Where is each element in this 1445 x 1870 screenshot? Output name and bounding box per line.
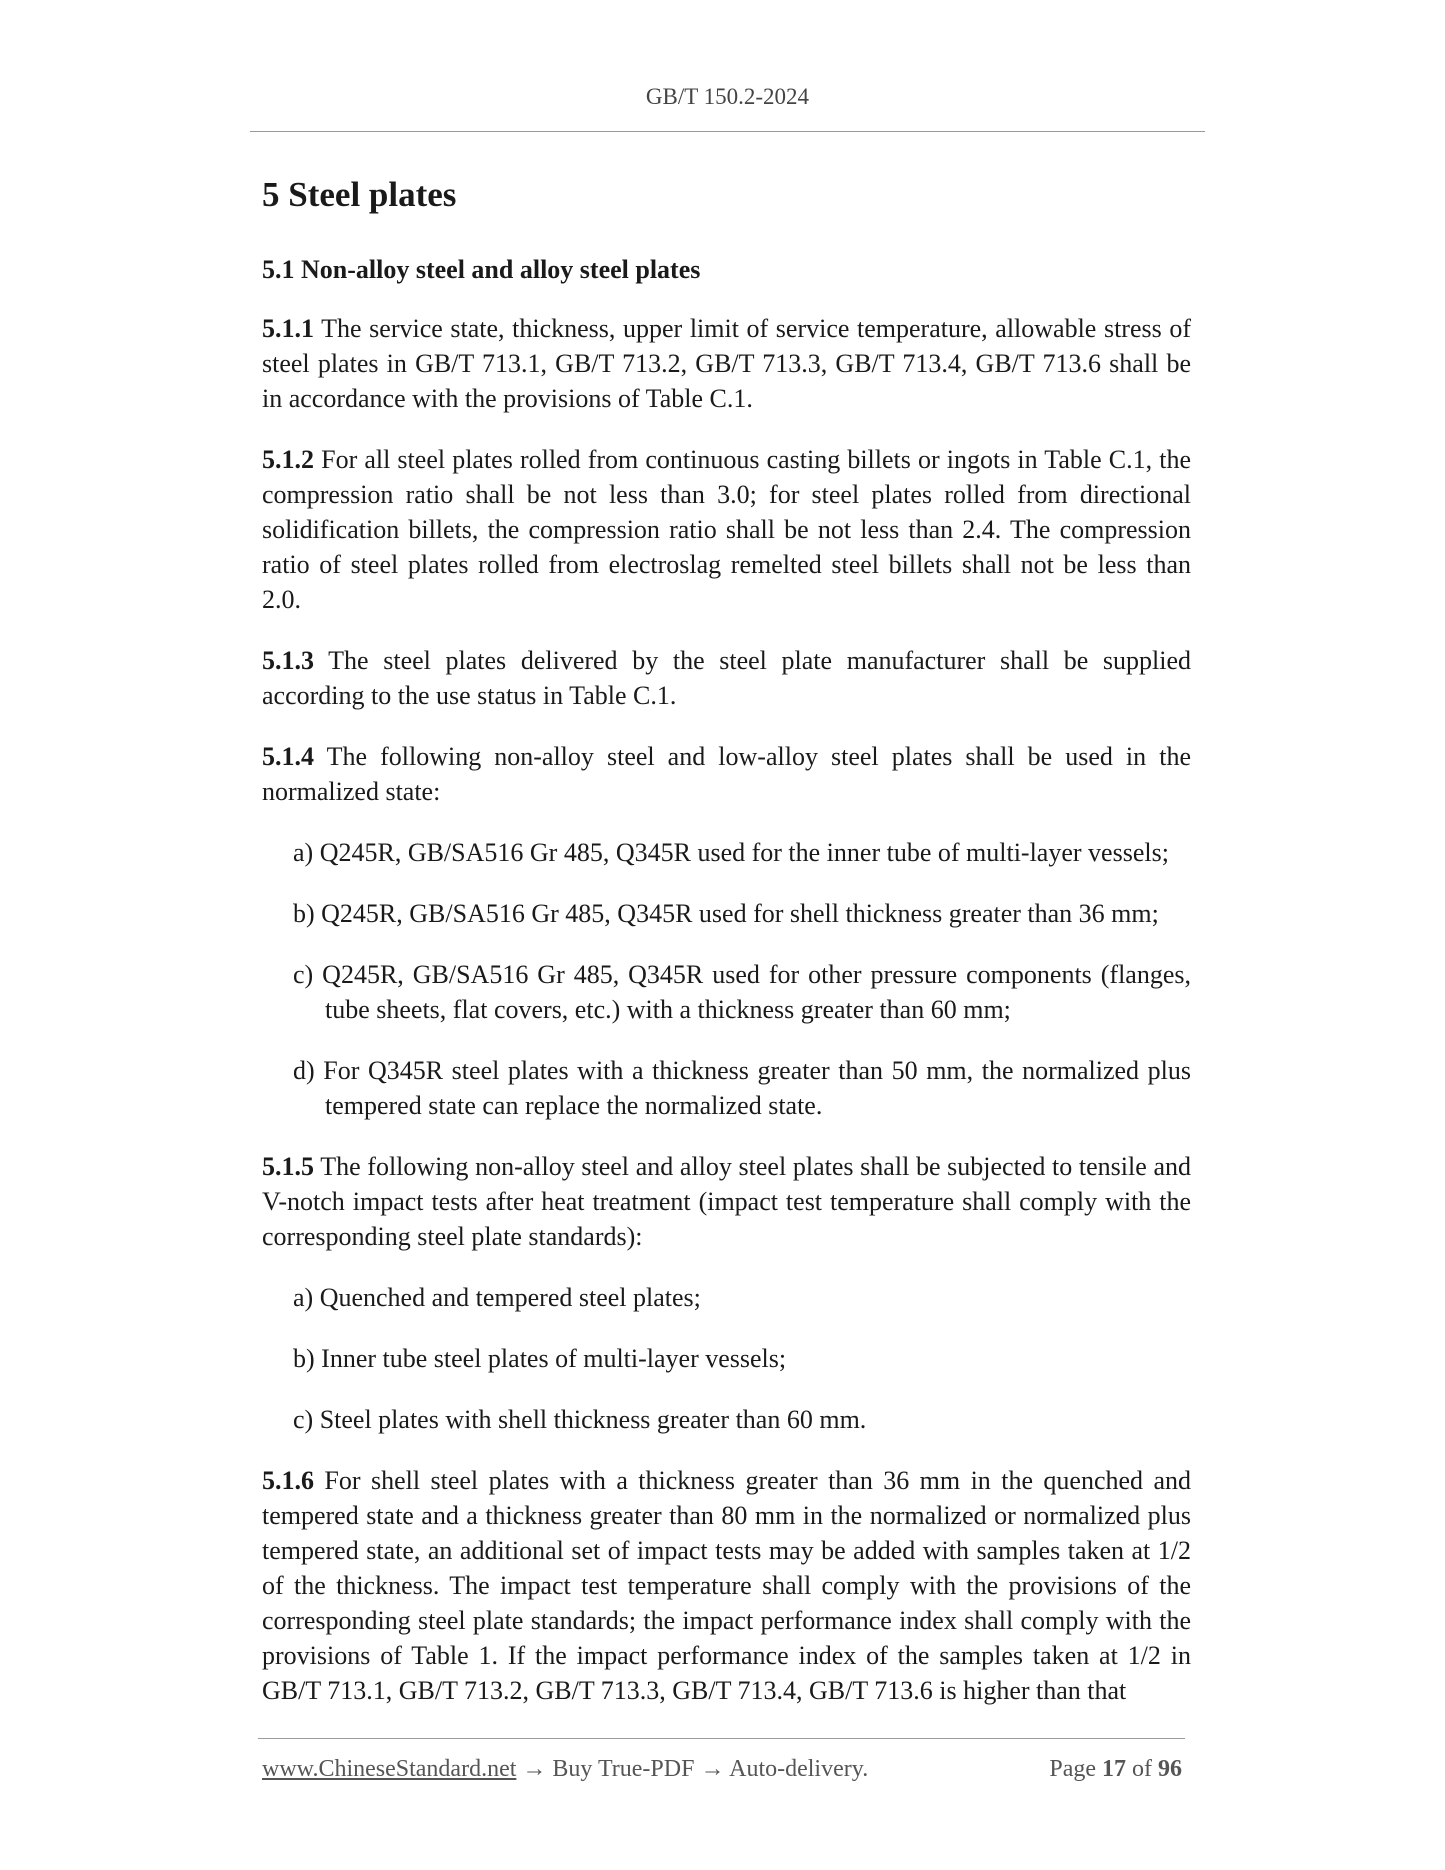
website-link[interactable]: www.ChineseStandard.net bbox=[262, 1756, 517, 1782]
list-item: a) Quenched and tempered steel plates; bbox=[293, 1283, 701, 1312]
list-item: b) Q245R, GB/SA516 Gr 485, Q345R used for shell thickness greater than 36 mm; bbox=[293, 899, 1159, 928]
page-current: 17 bbox=[1102, 1756, 1126, 1782]
clause-text: The following non-alloy steel and alloy steel plates shall be subjected to tensile and V-notch impact tests after heat treatment (impact test temperature shall comply with the corresponding steel plate standards): bbox=[262, 1152, 1191, 1251]
footer-divider bbox=[258, 1738, 1185, 1739]
clause-5-1-5 bbox=[262, 1149, 1191, 1254]
document-header: GB/T 150.2-2024 bbox=[645, 84, 810, 109]
clause-number: 5.1.3 bbox=[262, 646, 314, 675]
clause-text: For shell steel plates with a thickness greater than 36 mm in the quenched and tempered state and a thickness greater than 80 mm in the normalized or normalized plus tempered state, an additional set of impact tests may be added with samples taken at 1/2 of the thickness. The impact test temperature shall comply with the provisions of the corresponding steel plate standards; the impact performance index shall comply with the provisions of Table 1. If the impact performance index of the samples taken at 1/2 in GB/T 713.1, GB/T 713.2, GB/T 713.3, GB/T 713.4, GB/T 713.6 is higher than that bbox=[262, 1466, 1191, 1705]
list-item: d) For Q345R steel plates with a thickness greater than 50 mm, the normalized plus tempered state can replace the normalized state. bbox=[293, 1056, 1191, 1120]
clause-number: 5.1.2 bbox=[262, 445, 314, 474]
page-indicator bbox=[1049, 1756, 1182, 1783]
list-item: c) Steel plates with shell thickness greater than 60 mm. bbox=[293, 1405, 867, 1434]
clause-text: The steel plates delivered by the steel plate manufacturer shall be supplied according to the use status in Table C.1. bbox=[262, 646, 1191, 710]
clause-text: For all steel plates rolled from continuous casting billets or ingots in Table C.1, the compression ratio shall be not less than 3.0; for steel plates rolled from directional solidification billets, the compression ratio shall be not less than 2.4. The compression ratio of steel plates rolled from electroslag remelted steel billets shall not be less than 2.0. bbox=[262, 445, 1191, 614]
page-label: Page bbox=[1049, 1756, 1096, 1782]
clause-5-1-4 bbox=[262, 739, 1191, 809]
header-divider bbox=[250, 131, 1205, 132]
clause-number: 5.1.5 bbox=[262, 1152, 314, 1181]
page-footer bbox=[262, 1756, 1182, 1783]
promo-text: → Buy True-PDF → Auto-delivery. bbox=[516, 1756, 869, 1782]
clause-5-1-3 bbox=[262, 643, 1191, 713]
subsection-title: 5.1 Non-alloy steel and alloy steel plates bbox=[262, 255, 701, 284]
clause-5-1-6 bbox=[262, 1463, 1191, 1708]
list-item: b) Inner tube steel plates of multi-layer vessels; bbox=[293, 1344, 787, 1373]
clause-number: 5.1.1 bbox=[262, 314, 314, 343]
of-label: of bbox=[1132, 1756, 1152, 1782]
list-item: a) Q245R, GB/SA516 Gr 485, Q345R used for the inner tube of multi-layer vessels; bbox=[293, 838, 1169, 867]
page-total: 96 bbox=[1158, 1756, 1182, 1782]
clause-text: The following non-alloy steel and low-alloy steel plates shall be used in the normalized state: bbox=[262, 742, 1191, 806]
clause-number: 5.1.6 bbox=[262, 1466, 314, 1495]
page-content bbox=[262, 172, 1191, 1734]
clause-5-1-2 bbox=[262, 442, 1191, 617]
list-item: c) Q245R, GB/SA516 Gr 485, Q345R used for other pressure components (flanges, tube sheets, flat covers, etc.) with a thickness greater than 60 mm; bbox=[293, 960, 1191, 1024]
clause-text: The service state, thickness, upper limit of service temperature, allowable stress of steel plates in GB/T 713.1, GB/T 713.2, GB/T 713.3, GB/T 713.4, GB/T 713.6 shall be in accordance with the provisions of Table C.1. bbox=[262, 314, 1191, 413]
clause-number: 5.1.4 bbox=[262, 742, 314, 771]
section-title: 5 Steel plates bbox=[262, 175, 457, 214]
clause-5-1-1 bbox=[262, 311, 1191, 416]
